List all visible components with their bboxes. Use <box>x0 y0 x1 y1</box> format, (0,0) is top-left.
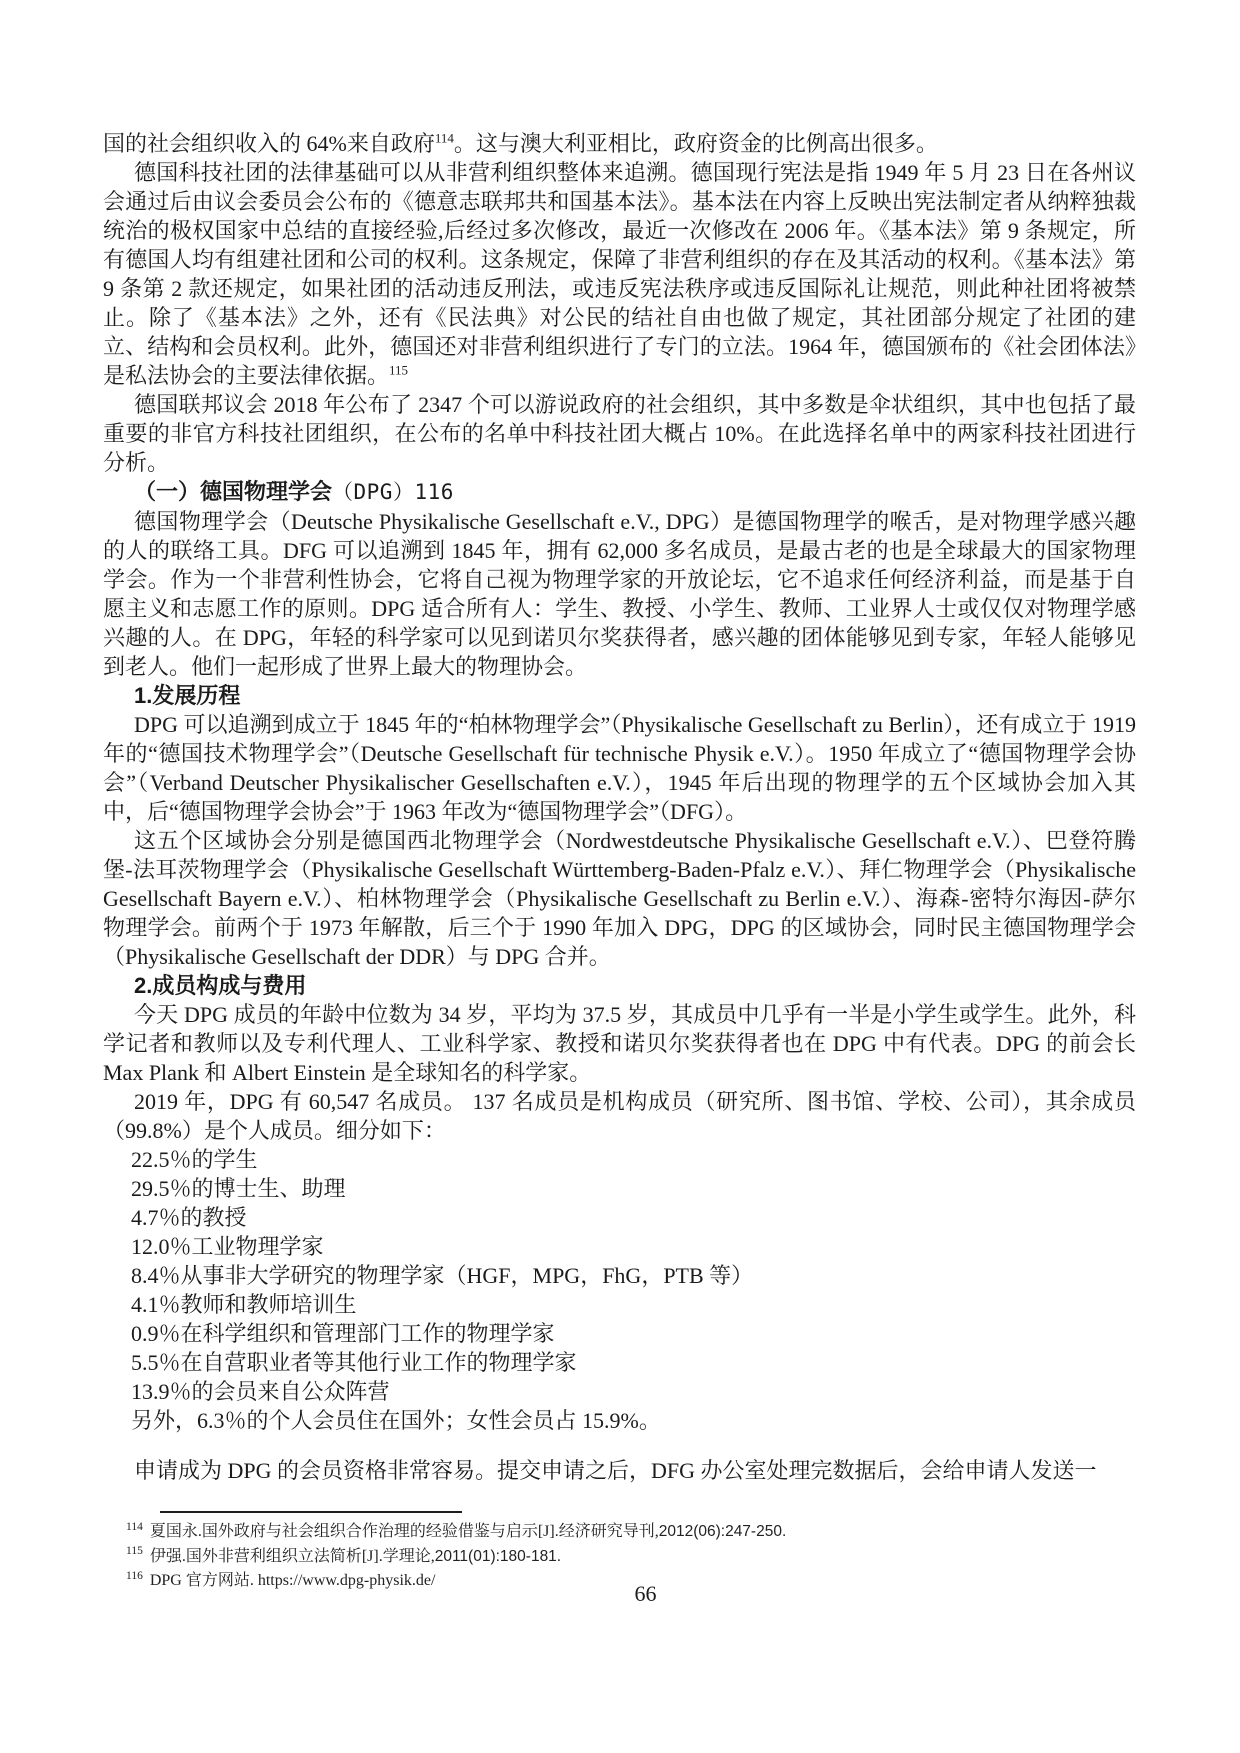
footnote-number: 115 <box>126 1545 143 1558</box>
member-list-item: 4.7％的教授 <box>131 1205 247 1230</box>
member-list-item: 8.4％从事非大学研究的物理学家（HGF，MPG，FhG，PTB 等） <box>131 1263 754 1288</box>
page-body-text <box>103 129 1136 1485</box>
member-list-item: 4.1％教师和教师培训生 <box>131 1292 357 1317</box>
heading-development-history: 1.发展历程 <box>134 683 241 708</box>
footnote-citation: 伊强.国外非营利组织立法简析[J].学理论, <box>149 1547 435 1565</box>
footnote-url: https://www.dpg-physik.de/ <box>257 1572 436 1589</box>
footnote-115 <box>126 1545 1136 1570</box>
paragraph-text: 德国科技社团的法律基础可以从非营利组织整体来追溯。德国现行宪法是指 1949 年 5 月 23 日在各州议会通过后由议会委员会公布的《德意志联邦共和国基本法》。基本法在内容上反映出宪法制定者从纳粹独裁统治的极权国家中总结的直接经验,后经过多次修改，最近一次修改在 2006 年。《基本法》第 9 条规定，所有德国人均有组建社团和公司的权利。这条规定，保障了非营利组织的存在及其活动的权利。《基本法》第 9 条第 2 款还规定，如果社团的活动违反刑法，或违反宪法秩序或违反国际礼让规范，则此种社团将被禁止。除了《基本法》之外，还有《民法典》对公民的结社自由也做了规定，其社团部分规定了社团的建立、结构和会员权利。此外，德国还对非营利组织进行了专门的立法。1964 年，德国颁布的《社会团体法》是私法协会的主要法律依据。 <box>103 160 1136 388</box>
paragraph-membership-application: 申请成为 DPG 的会员资格非常容易。提交申请之后，DFG 办公室处理完数据后，会给申请人发送一 <box>134 1458 1097 1483</box>
paragraph-bundestag-list: 德国联邦议会 2018 年公布了 2347 个可以游说政府的社会组织，其中多数是伞状组织，其中也包括了最重要的非官方科技社团组织，在公布的名单中科技社团大概占 10%。在此选择名单中的两家科技社团进行分析。 <box>103 392 1136 475</box>
heading-dpg-section <box>103 477 1136 507</box>
footnote-114 <box>126 1520 1136 1545</box>
page-number: 66 <box>634 1581 657 1606</box>
heading-dpg-code: （DPG）116 <box>332 480 454 504</box>
member-list-item: 5.5％在自营职业者等其他行业工作的物理学家 <box>131 1350 577 1375</box>
member-list-item: 13.9％的会员来自公众阵营 <box>131 1379 390 1404</box>
paragraph-legal-basis <box>103 158 1136 390</box>
footnote-ref-115: 115 <box>389 362 409 378</box>
footnote-citation: DPG 官方网站. <box>149 1572 258 1589</box>
blank-line <box>103 1435 1136 1456</box>
footnote-number: 116 <box>126 1569 143 1582</box>
member-breakdown-list <box>103 1145 1136 1435</box>
heading-dpg-title: （一）德国物理学会 <box>134 479 333 504</box>
footnote-citation: 夏国永.国外政府与社会组织合作治理的经验借鉴与启示[J].经济研究导刊, <box>149 1523 659 1540</box>
paragraph-dpg-intro: 德国物理学会（Deutsche Physikalische Gesellschaft e.V., DPG）是德国物理学的喉舌，是对物理学感兴趣的人的联络工具。DFG 可以追溯到 1845 年，拥有 62,000 多名成员，是最古老的也是全球最大的国家物理学会。作为一个非营利性协会，它将自己视为物理学家的开放论坛，它不追求任何经济利益，而是基于自愿主义和志愿工作的原则。DPG 适合所有人：学生、教授、小学生、教师、工业界人士或仅仅对物理学感兴趣的人。在 DPG，年轻的科学家可以见到诺贝尔奖获得者，感兴趣的团体能够见到专家，年轻人能够见到老人。他们一起形成了世界上最大的物理协会。 <box>103 509 1136 679</box>
footnote-citation-pages: 2011(01):180-181. <box>434 1547 562 1565</box>
paragraph-member-counts: 2019 年，DPG 有 60,547 名成员。 137 名成员是机构成员（研究所、图书馆、学校、公司），其余成员（99.8%）是个人成员。细分如下： <box>103 1089 1136 1143</box>
paragraph-regional-societies: 这五个区域协会分别是德国西北物理学会（Nordwestdeutsche Physikalische Gesellschaft e.V.）、巴登符腾堡-法耳茨物理学会（Physikalische Gesellschaft Württemberg-Baden-Pfalz e.V.）、拜仁物理学会（Physikalische Gesellschaft Bayern e.V.）、柏林物理学会（Physikalische Gesellschaft zu Berlin e.V.）、海森-密特尔海因-萨尔物理学会。前两个于 1973 年解散，后三个于 1990 年加入 DPG，DPG 的区域协会，同时民主德国物理学会（Physikalische Gesellschaft der DDR）与 DPG 合并。 <box>103 828 1136 969</box>
footnote-separator <box>160 1511 462 1513</box>
paragraph-member-demographics: 今天 DPG 成员的年龄中位数为 34 岁，平均为 37.5 岁，其成员中几乎有一半是小学生或学生。此外，科学记者和教师以及专利代理人、工业科学家、教授和诺贝尔奖获得者也在 DPG 中有代表。DPG 的前会长 Max Plank 和 Albert Einstein 是全球知名的科学家。 <box>103 1002 1136 1085</box>
footnote-citation-pages: 2012(06):247-250. <box>658 1523 787 1540</box>
paragraph-government-funding <box>103 129 1136 158</box>
paragraph-text: 国的社会组织收入的 64%来自政府 <box>103 131 435 156</box>
member-list-item: 0.9％在科学组织和管理部门工作的物理学家 <box>131 1321 555 1346</box>
member-list-item: 12.0％工业物理学家 <box>131 1234 324 1259</box>
member-list-item: 另外，6.3％的个人会员住在国外；女性会员占 15.9%。 <box>131 1408 661 1433</box>
footnote-area <box>103 1503 1136 1594</box>
paragraph-text: 。这与澳大利亚相比，政府资金的比例高出很多。 <box>453 131 938 156</box>
footnote-ref-114: 114 <box>434 130 454 146</box>
paragraph-dpg-history: DPG 可以追溯到成立于 1845 年的“柏林物理学会”（Physikalische Gesellschaft zu Berlin），还有成立于 1919 年的“德国技术物理学会”（Deutsche Gesellschaft für technische Physik e.V.）。1950 年成立了“德国物理学会协会”（Verband Deutscher Physikalischer Gesellschaften e.V.），1945 年后出现的物理学的五个区域协会加入其中，后“德国物理学会协会”于 1963 年改为“德国物理学会”（DFG）。 <box>103 712 1136 824</box>
member-list-item: 29.5％的博士生、助理 <box>131 1176 346 1201</box>
member-list-item: 22.5％的学生 <box>131 1147 258 1172</box>
heading-membership-fees: 2.成员构成与费用 <box>134 973 307 998</box>
footnote-number: 114 <box>126 1520 143 1533</box>
